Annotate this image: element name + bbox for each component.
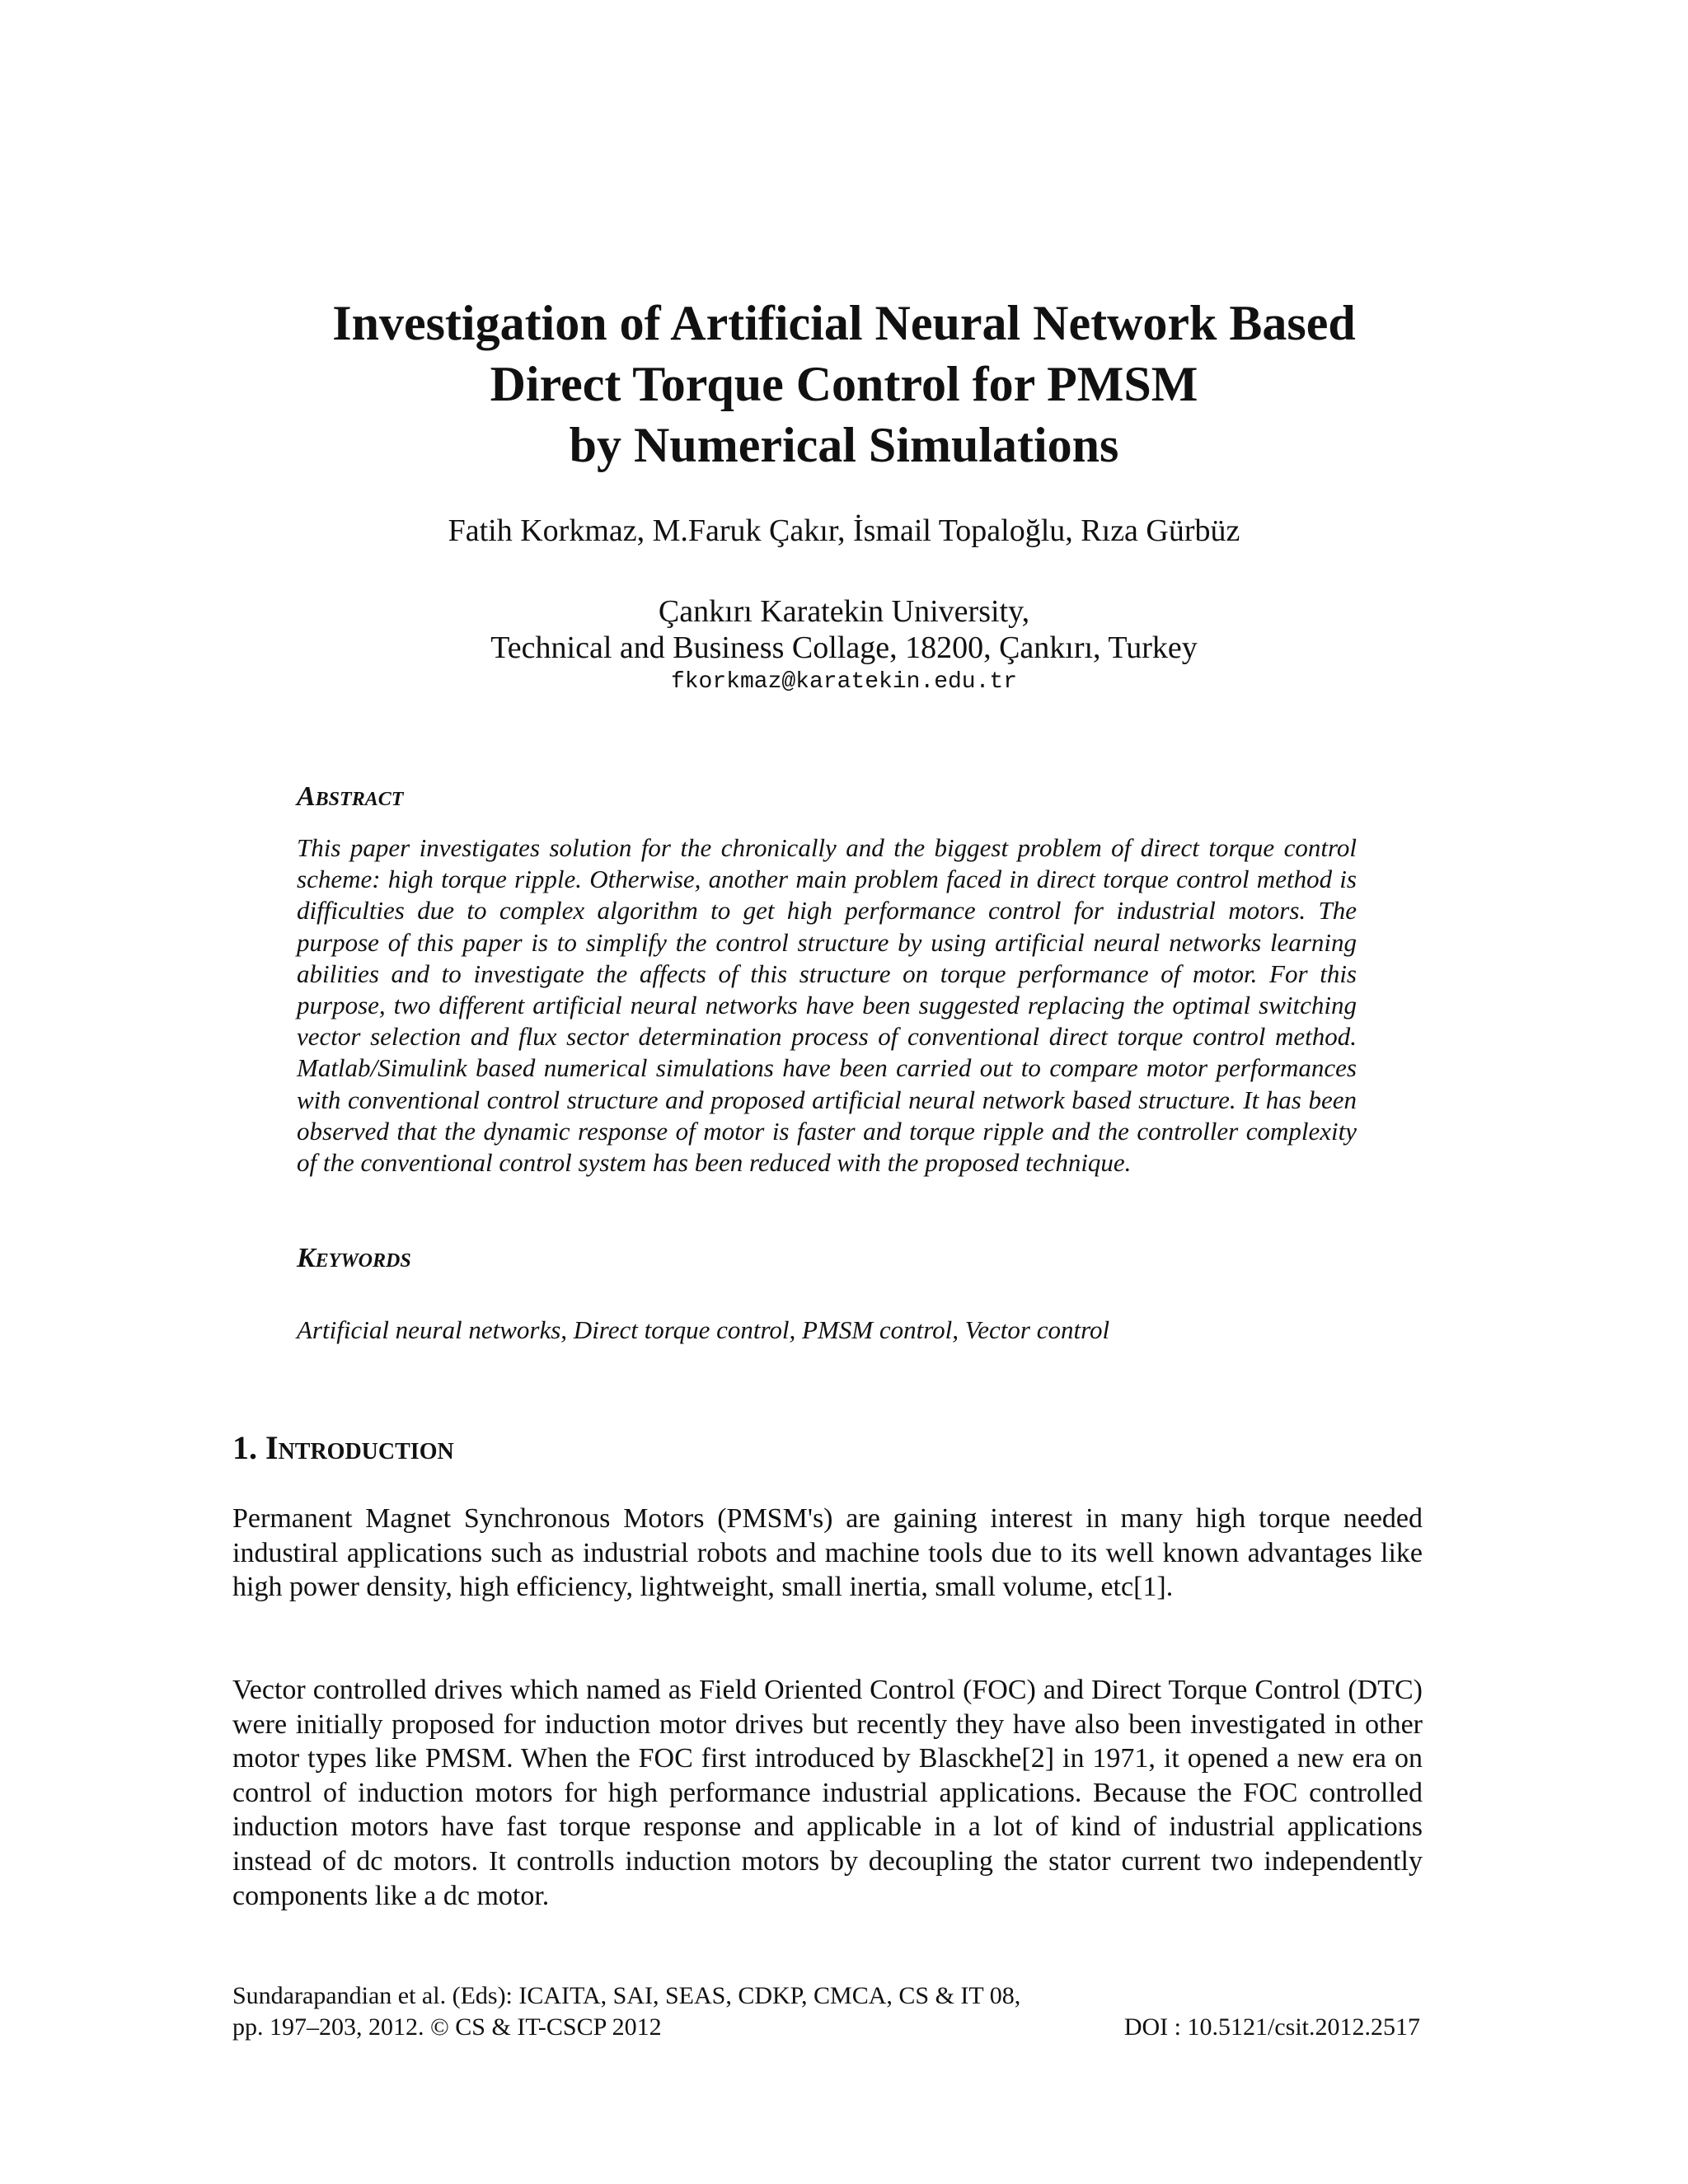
paper-title: [165, 293, 1523, 476]
footer-line: pp. 197–203, 2012. © CS & IT-CSCP 2012: [232, 2013, 662, 2041]
introduction-heading: 1. Introduction: [232, 1429, 454, 1466]
affiliation-line: Technical and Business Collage, 18200, Çankırı, Turkey: [490, 630, 1198, 665]
footer-line: Sundarapandian et al. (Eds): ICAITA, SAI, SEAS, CDKP, CMCA, CS & IT 08,: [232, 1982, 1021, 2009]
affiliation: [165, 593, 1523, 699]
intro-paragraph: Permanent Magnet Synchronous Motors (PMSM's) are gaining interest in many high torque needed industiral applications such as industrial robots and machine tools due to its well known advantages like high power density, high efficiency, lightweight, small inertia, small volume, etc[1].: [232, 1503, 1423, 1603]
author-list: Fatih Korkmaz, M.Faruk Çakır, İsmail Topaloğlu, Rıza Gürbüz: [448, 513, 1240, 548]
title-line: Investigation of Artificial Neural Network Based: [332, 296, 1356, 350]
intro-paragraph: Vector controlled drives which named as Field Oriented Control (FOC) and Direct Torque Control (DTC) were initially proposed for induction motor drives but recently they have also been investigated in other motor types like PMSM. When the FOC first introduced by Blasckhe[2] in 1971, it opened a new era on control of induction motors for high performance industrial applications. Because the FOC controlled induction motors have fast torque response and applicable in a lot of kind of industrial applications instead of dc motors. It controlls induction motors by decoupling the stator current two independently components like a dc motor.: [232, 1675, 1423, 1911]
abstract-heading: Abstract: [297, 781, 404, 812]
keywords-heading: Keywords: [297, 1243, 411, 1273]
footer-doi: DOI : 10.5121/csit.2012.2517: [1123, 2013, 1420, 2041]
footer-citation: [232, 1980, 1020, 2043]
title-line: Direct Torque Control for PMSM: [490, 357, 1198, 411]
author-email: fkorkmaz@karatekin.edu.tr: [670, 669, 1018, 695]
affiliation-line: Çankırı Karatekin University,: [658, 594, 1030, 629]
title-line: by Numerical Simulations: [569, 418, 1119, 472]
abstract-text: This paper investigates solution for the chronically and the biggest problem of direct torque control scheme: high torque ripple. Otherwise, another main problem faced in direct torque control method is difficulties due to complex algorithm to get high performance control for industrial motors. The purpose of this paper is to simplify the control structure by using artificial neural networks learning abilities and to investigate the affects of this structure on torque performance of motor. For this purpose, two different artificial neural networks have been suggested replacing the optimal switching vector selection and flux sector determination process of conventional direct torque control method. Matlab/Simulink based numerical simulations have been carried out to compare motor performances with conventional control structure and proposed artificial neural network based structure. It has been observed that the dynamic response of motor is faster and torque ripple and the controller complexity of the conventional control system has been reduced with the proposed technique.: [297, 833, 1357, 1178]
keywords-text: Artificial neural networks, Direct torque control, PMSM control, Vector control: [297, 1315, 1110, 1344]
